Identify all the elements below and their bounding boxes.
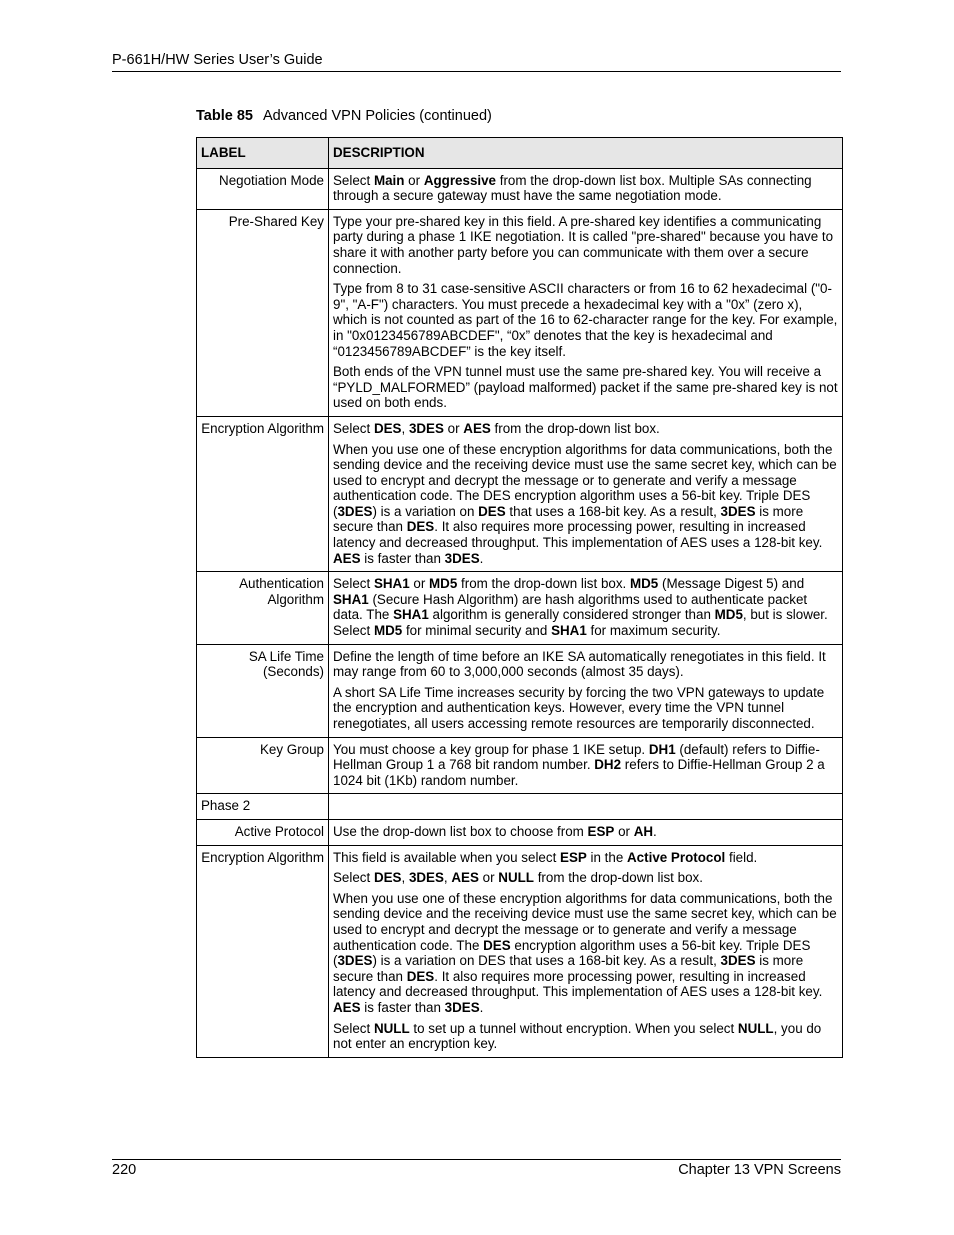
description-paragraph — [333, 870, 838, 886]
bold-term: DES — [483, 937, 511, 953]
text-run: Select — [333, 420, 374, 436]
text-run: from the drop-down list box. — [457, 576, 630, 592]
bold-term: DH2 — [594, 757, 622, 773]
column-header-label: LABEL — [197, 138, 329, 169]
description-paragraph — [333, 576, 838, 638]
text-run: Select — [333, 870, 374, 886]
text-run: Select — [333, 576, 374, 592]
text-run: (Message Digest 5) and — [658, 576, 805, 592]
table-caption-text: Advanced VPN Policies (continued) — [262, 108, 492, 124]
bold-term: NULL — [498, 870, 534, 886]
text-run: is faster than — [360, 550, 445, 566]
description-paragraph — [333, 421, 838, 437]
bold-term: DES — [478, 503, 506, 519]
text-run: encryption algorithm uses a 56-bit key. Triple DES ( — [333, 937, 811, 969]
bold-term: MD5 — [714, 607, 743, 623]
text-run: from the drop-down list box. Multiple SAs connecting through a secure gateway must have the same negotiation mode. — [333, 172, 812, 204]
bold-term: MD5 — [373, 623, 403, 639]
text-run: . — [653, 823, 657, 839]
bold-term: DES — [373, 420, 402, 436]
bold-term: ESP — [560, 849, 587, 865]
field-description — [329, 416, 843, 571]
table-row — [197, 572, 843, 644]
table-row — [197, 416, 843, 571]
description-paragraph — [333, 281, 838, 359]
text-run: or — [478, 870, 499, 886]
field-description — [329, 737, 843, 794]
page-number: 220 — [112, 1162, 137, 1178]
field-description — [329, 168, 843, 209]
table-caption — [196, 108, 492, 124]
description-paragraph — [333, 649, 838, 680]
description-paragraph — [333, 742, 838, 789]
text-run: . It also requires more processing power, resulting in increased latency and decreased throughput. This implementation of AES uses a 128-bit key. — [333, 519, 823, 551]
text-run: or — [443, 420, 464, 436]
bold-term: 3DES — [444, 550, 480, 566]
field-description — [329, 209, 843, 416]
table-caption-label: Table 85 — [196, 108, 253, 124]
bold-term: NULL — [373, 1020, 410, 1036]
table-row — [197, 168, 843, 209]
bold-term: DES — [406, 968, 435, 984]
description-paragraph — [333, 685, 838, 732]
description-paragraph — [333, 442, 838, 567]
text-run: When you use one of these encryption algorithms for data communications, both the sending device and the receiving device must use the same secret key, which can be used to encrypt and decrypt the message or to generate and verify a message authentication code. The — [333, 890, 837, 953]
vpn-policies-table — [196, 137, 843, 1058]
bold-term: 3DES — [720, 503, 756, 519]
text-run: When you use one of these encryption algorithms for data communications, both the sending device and the receiving device must use the same secret key, which can be used to encrypt and decrypt the message or to generate and verify a message authentication code. The DES encryption algorithm uses a 56-bit key. Triple DES ( — [333, 441, 837, 519]
text-run: that uses a 168-bit key. As a result, — [505, 503, 721, 519]
text-run: for minimal security and — [402, 623, 552, 639]
bold-term: SHA1 — [333, 591, 369, 607]
text-run: Type from 8 to 31 case-sensitive ASCII characters or from 16 to 62 hexadecimal ("0-9", "A-F") characters. You must precede a hexadecimal key with a "0x” (zero x), which is not counted as part of the 16 to 62-character range for the key. For example, in "0x0123456789ABCDEF", “0x” denotes that the key is hexadecimal and “0123456789ABCDEF” is the key itself. — [333, 281, 838, 359]
text-run: Select — [333, 1020, 374, 1036]
bold-term: Aggressive — [423, 172, 497, 188]
table-row — [197, 209, 843, 416]
bold-term: 3DES — [337, 503, 373, 519]
text-run: . — [479, 550, 484, 566]
text-run: This field is available when you select — [333, 849, 561, 865]
bold-term: AH — [633, 823, 654, 839]
field-description — [329, 819, 843, 845]
field-description — [329, 794, 843, 820]
text-run: algorithm is generally considered stronger than — [428, 607, 715, 623]
text-run: field. — [725, 849, 758, 865]
bold-term: AES — [333, 550, 361, 566]
description-paragraph — [333, 214, 838, 276]
table-row — [197, 794, 843, 820]
text-run: You must choose a key group for phase 1 IKE setup. — [333, 741, 649, 757]
text-run: , — [443, 870, 452, 886]
page-header-title: P-661H/HW Series User’s Guide — [112, 52, 323, 68]
bold-term: 3DES — [408, 870, 444, 886]
text-run: (Secure Hash Algorithm) are hash algorithms used to authenticate packet data. The — [333, 591, 808, 623]
bold-term: 3DES — [720, 953, 756, 969]
field-label: Key Group — [197, 737, 329, 794]
field-label: Encryption Algorithm — [197, 845, 329, 1057]
bold-term: AES — [333, 999, 361, 1015]
header-rule — [112, 71, 841, 72]
bold-term: Active Protocol — [627, 849, 726, 865]
text-run: is more secure than — [333, 953, 804, 984]
text-run: is more secure than — [333, 503, 804, 535]
field-label: Encryption Algorithm — [197, 416, 329, 571]
field-description — [329, 845, 843, 1057]
text-run: to set up a tunnel without encryption. When you select — [409, 1020, 738, 1036]
text-run: , but is slower. Select — [333, 607, 828, 639]
column-header-description: DESCRIPTION — [329, 138, 843, 169]
text-run: or — [409, 576, 430, 592]
text-run: . It also requires more processing power, resulting in increased latency and decreased throughput. This implementation of AES uses a 128-bit key. — [333, 968, 823, 1000]
description-paragraph — [333, 1021, 838, 1052]
table-body — [197, 168, 843, 1057]
description-paragraph — [333, 824, 838, 840]
text-run: for maximum security. — [586, 623, 721, 639]
text-run: in the — [586, 849, 628, 865]
field-label: Pre-Shared Key — [197, 209, 329, 416]
bold-term: DES — [373, 870, 402, 886]
text-run: or — [404, 172, 424, 188]
table-row — [197, 644, 843, 737]
text-run: (default) refers to Diffie-Hellman Group 1 a 768 bit random number. — [333, 741, 820, 773]
description-paragraph — [333, 891, 838, 1016]
text-run: , — [401, 870, 409, 886]
text-run: , — [401, 420, 409, 436]
text-run: Both ends of the VPN tunnel must use the same pre-shared key. You will receive a “PYLD_MALFORMED” (payload malformed) packet if the same pre-shared key is not used on both ends. — [333, 364, 838, 411]
bold-term: AES — [451, 870, 479, 886]
bold-term: NULL — [737, 1020, 774, 1036]
bold-term: ESP — [587, 823, 615, 839]
field-label: Authentication Algorithm — [197, 572, 329, 644]
field-label: SA Life Time (Seconds) — [197, 644, 329, 737]
field-description — [329, 644, 843, 737]
text-run: ) is a variation on DES that uses a 168-bit key. As a result, — [372, 953, 721, 969]
bold-term: DH1 — [648, 741, 676, 757]
description-paragraph — [333, 364, 838, 411]
text-run: is faster than — [360, 999, 445, 1015]
bold-term: SHA1 — [551, 623, 587, 639]
field-description — [329, 572, 843, 644]
table-header-row — [197, 138, 843, 169]
section-label: Phase 2 — [197, 794, 329, 820]
text-run: . — [479, 999, 484, 1015]
bold-term: 3DES — [444, 999, 480, 1015]
text-run: Use the drop-down list box to choose from — [333, 823, 588, 839]
bold-term: 3DES — [337, 953, 373, 969]
text-run: ) is a variation on — [372, 503, 479, 519]
bold-term: SHA1 — [393, 607, 429, 623]
table-row — [197, 845, 843, 1057]
text-run: A short SA Life Time increases security by forcing the two VPN gateways to update the encryption and authentication keys. However, every time the VPN tunnel renegotiates, all users accessing remote resources are temporarily disconnected. — [333, 684, 825, 731]
bold-term: 3DES — [408, 420, 444, 436]
footer-rule — [112, 1159, 841, 1160]
description-paragraph — [333, 850, 838, 866]
text-run: Type your pre-shared key in this field. A pre-shared key identifies a communicating party during a phase 1 IKE negotiation. It is called "pre-shared" because you have to share it with another party before you can communicate with them over a secure connection. — [333, 213, 834, 276]
field-label: Active Protocol — [197, 819, 329, 845]
text-run: from the drop-down list box. — [533, 870, 703, 886]
text-run: , you do not enter an encryption key. — [333, 1020, 822, 1052]
bold-term: SHA1 — [373, 576, 410, 592]
text-run: Define the length of time before an IKE SA automatically renegotiates in this field. It may range from 60 to 3,000,000 seconds (almost 35 days). — [333, 648, 826, 680]
table-row — [197, 737, 843, 794]
text-run: Select — [333, 172, 374, 188]
bold-term: DES — [406, 519, 435, 535]
description-paragraph — [333, 173, 838, 204]
text-run: or — [614, 823, 634, 839]
bold-term: MD5 — [429, 576, 458, 592]
bold-term: MD5 — [629, 576, 659, 592]
text-run: refers to Diffie-Hellman Group 2 a 1024 bit (1Kb) random number. — [333, 757, 825, 788]
chapter-title: Chapter 13 VPN Screens — [678, 1162, 841, 1178]
bold-term: AES — [463, 420, 491, 436]
field-label: Negotiation Mode — [197, 168, 329, 209]
table-row — [197, 819, 843, 845]
bold-term: Main — [373, 172, 405, 188]
text-run: from the drop-down list box. — [490, 420, 660, 436]
